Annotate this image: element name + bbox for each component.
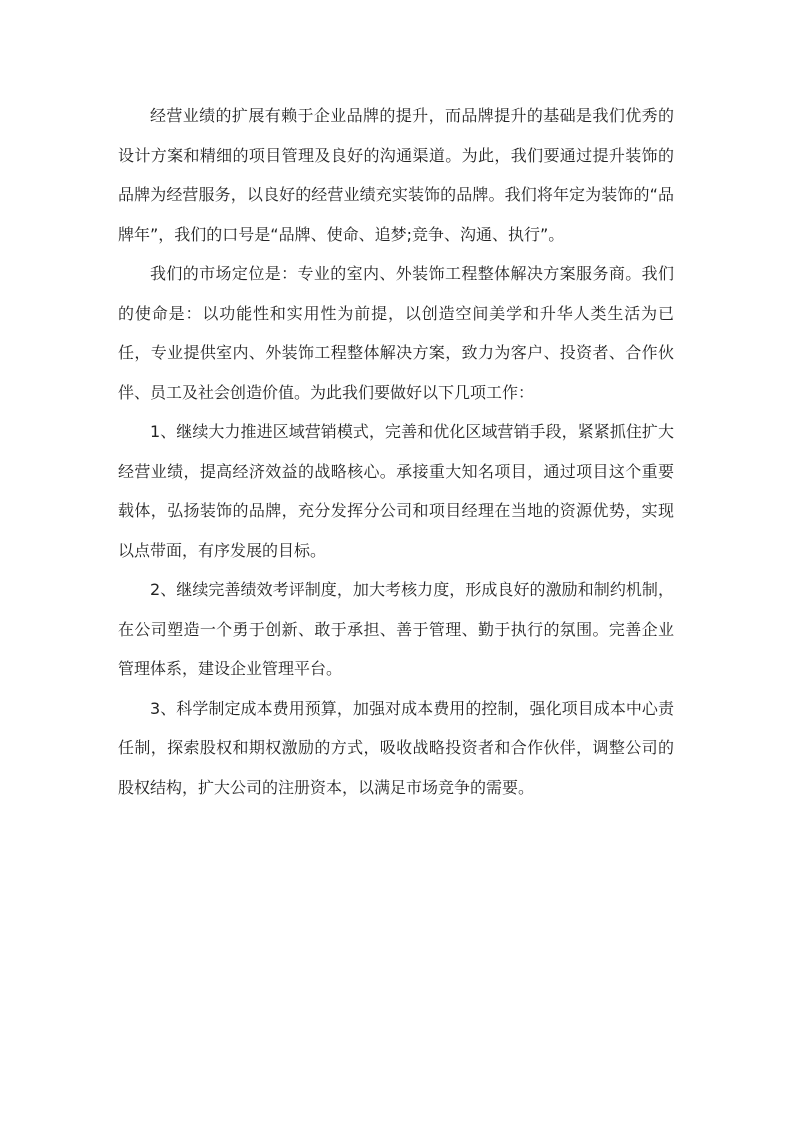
paragraph-item-3: 3、科学制定成本费用预算，加强对成本费用的控制，强化项目成本中心责任制，探索股权和期权激励的方式，吸收战略投资者和合作伙伴，调整公司的股权结构，扩大公司的注册资本，以满足市场竞争的需要。 [118,698,674,797]
paragraph-item-2: 2、继续完善绩效考评制度，加大考核力度，形成良好的激励和制约机制，在公司塑造一个勇于创新、敢于承担、善于管理、勤于执行的氛围。完善企业管理体系，建设企业管理平台。 [118,580,674,678]
document-body [118,96,674,807]
paragraph-market-positioning: 我们的市场定位是：专业的室内、外装饰工程整体解决方案服务商。我们的使命是：以功能性和实用性为前提，以创造空间美学和升华人类生活为已任，专业提供室内、外装饰工程整体解决方案，致力为客户、投资者、合作伙伴、员工及社会创造价值。为此我们要做好以下几项工作： [118,264,674,402]
paragraph-item-1: 1、继续大力推进区域营销模式，完善和优化区域营销手段，紧紧抓住扩大经营业绩，提高经济效益的战略核心。承接重大知名项目，通过项目这个重要载体，弘扬装饰的品牌，充分发挥分公司和项目经理在当地的资源优势，实现以点带面，有序发展的目标。 [118,422,674,560]
paragraph-brand: 经营业绩的扩展有赖于企业品牌的提升，而品牌提升的基础是我们优秀的设计方案和精细的项目管理及良好的沟通渠道。为此，我们要通过提升装饰的品牌为经营服务，以良好的经营业绩充实装饰的品牌。我们将年定为装饰的“品牌年”，我们的口号是“品牌、使命、追梦;竞争、沟通、执行”。 [118,106,674,244]
